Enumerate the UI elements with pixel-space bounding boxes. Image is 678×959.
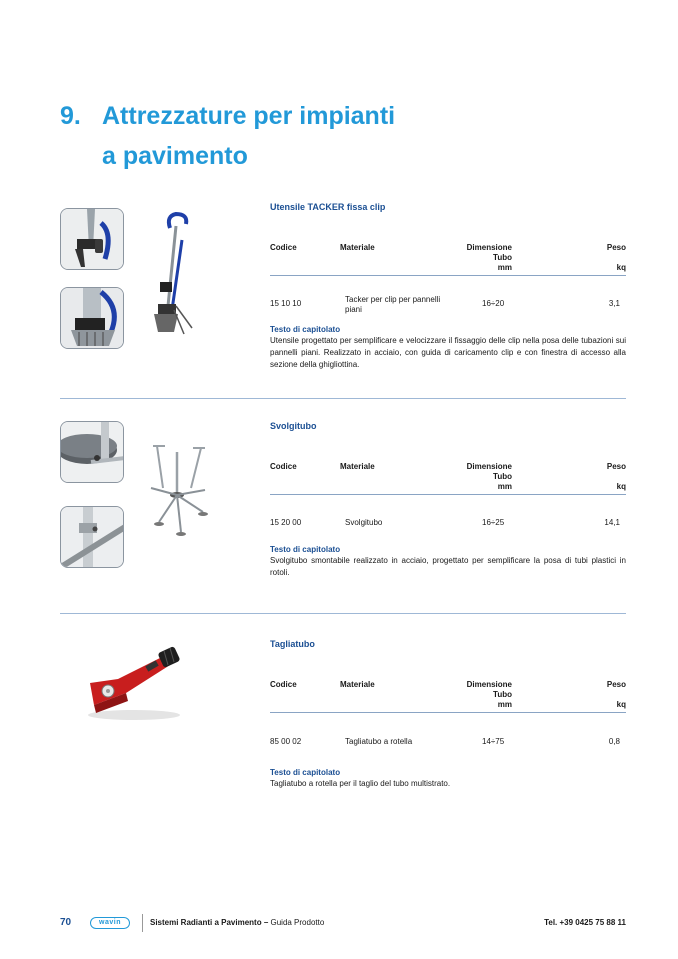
footer-phone: Tel. +39 0425 75 88 11 [544,918,626,927]
row-weight: 14,1 [604,518,620,527]
header-weight: Peso kq [606,462,626,491]
header-code: Codice [270,462,297,471]
page-footer [60,917,626,931]
tacker-product-image [138,210,198,340]
product-name-tacker: Utensile TACKER fissa clip [270,202,386,212]
header-material: Materiale [340,243,375,252]
spec-heading-tacker: Testo di capitolato [270,325,341,334]
header-weight: Peso kq [606,680,626,709]
table-header-rule [270,494,626,495]
row-dimension: 14÷75 [482,737,505,746]
row-material: Svolgitubo [345,518,383,527]
row-weight: 3,1 [608,299,620,308]
header-dimension: Dimensione Tubo mm [466,243,512,272]
header-weight: Peso kq [606,243,626,272]
section-divider [60,398,626,399]
footer-title: Sistemi Radianti a Pavimento – Guida Prodotto [150,918,325,927]
tacker-detail-image-1 [60,208,124,270]
tagliatubo-product-image [84,643,194,723]
header-code: Codice [270,243,297,252]
row-code: 15 10 10 [270,299,302,308]
row-dimension: 16÷25 [482,518,505,527]
section-divider [60,613,626,614]
row-code: 85 00 02 [270,737,302,746]
row-dimension: 16÷20 [482,299,505,308]
row-code: 15 20 00 [270,518,302,527]
footer-divider [142,914,143,932]
chapter-title [60,96,395,176]
chapter-title-line2: a pavimento [102,142,248,170]
table-header-rule [270,712,626,713]
header-code: Codice [270,680,297,689]
wavin-logo: wavin [90,917,130,929]
page-number: 70 [60,917,72,928]
tacker-detail-image-2 [60,287,124,349]
product-name-svolgitubo: Svolgitubo [270,421,317,431]
svolgitubo-detail-image-2 [60,506,124,568]
product-name-tagliatubo: Tagliatubo [270,639,315,649]
chapter-title-line1: Attrezzature per impianti [102,102,396,130]
svolgitubo-product-image [145,440,209,545]
row-material: Tacker per clip per pannelli piani [345,295,441,314]
spec-text-svolgitubo: Svolgitubo smontabile realizzato in acciaio, progettato per semplificare la posa di tubi plastici in rotoli. [270,556,626,577]
table-header-rule [270,275,626,276]
spec-text-tacker: Utensile progettato per semplificare e velocizzare il fissaggio delle clip nella posa delle tubazioni sui pannelli piani. Realizzato in acciaio, con guida di caricamento clip e con finestra di accesso alla sezione della ghigliottina. [270,336,626,369]
header-dimension: Dimensione Tubo mm [466,462,512,491]
spec-heading-svolgitubo: Testo di capitolato [270,545,341,554]
svolgitubo-detail-image-1 [60,421,124,483]
header-dimension: Dimensione Tubo mm [466,680,512,709]
header-material: Materiale [340,462,375,471]
row-weight: 0,8 [608,737,620,746]
spec-heading-tagliatubo: Testo di capitolato [270,768,341,777]
header-material: Materiale [340,680,375,689]
row-material: Tagliatubo a rotella [345,737,413,746]
spec-text-tagliatubo: Tagliatubo a rotella per il taglio del tubo multistrato. [270,779,451,788]
chapter-number: 9. [60,102,81,130]
